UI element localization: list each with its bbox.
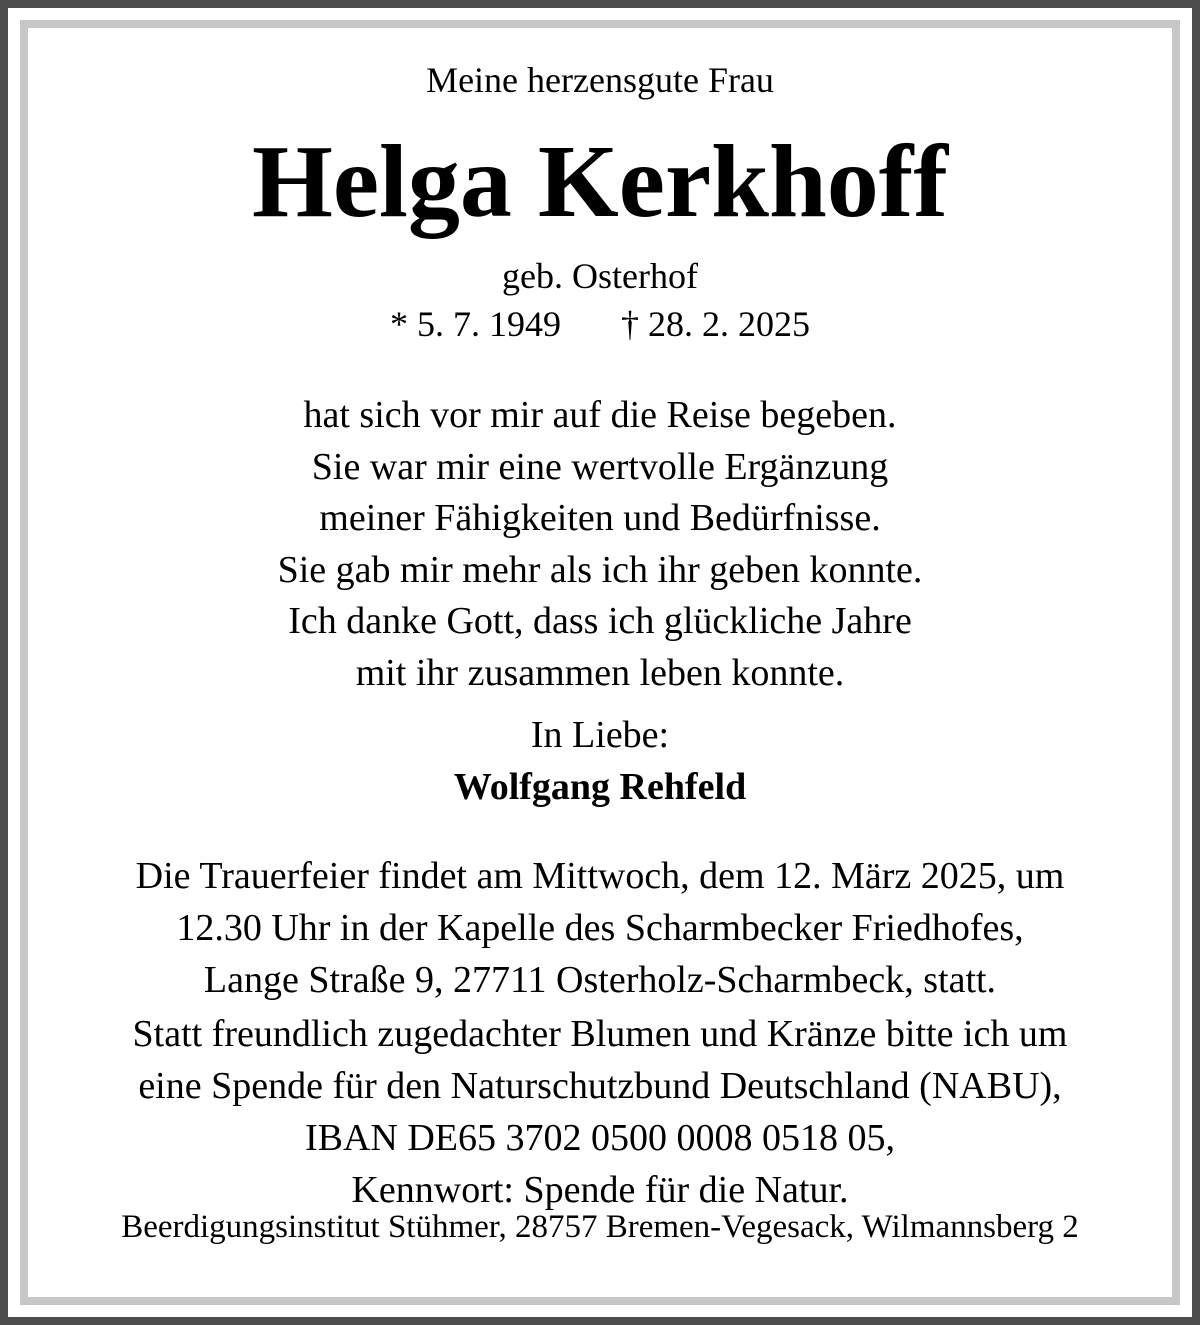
service-info-line: 12.30 Uhr in der Kapelle des Scharmbecker Friedhofes,: [176, 907, 1024, 949]
closing-phrase: In Liebe:: [530, 714, 670, 756]
deceased-name: Helga Kerkhoff: [251, 124, 949, 239]
donation-keyword: Kennwort: Spende für die Natur.: [351, 1169, 849, 1211]
notice-border-gap: [8, 8, 1192, 1317]
death-date: † 28. 2. 2025: [621, 304, 810, 344]
donation-line: Statt freundlich zugedachter Blumen und Kränze bitte ich um: [132, 1013, 1068, 1055]
mourner-name: Wolfgang Rehfeld: [453, 766, 747, 808]
memorial-text-line: Sie gab mir mehr als ich ihr geben konnte.: [277, 548, 923, 591]
obituary-notice: [28, 28, 1172, 1297]
notice-inner-border: [20, 20, 1180, 1305]
intro-line: Meine herzensgute Frau: [426, 60, 774, 100]
memorial-text-line: Sie war mir eine wertvolle Ergänzung: [311, 445, 889, 488]
donation-line: eine Spende für den Naturschutzbund Deutschland (NABU),: [138, 1065, 1062, 1107]
birth-date: * 5. 7. 1949: [390, 304, 561, 344]
memorial-text: [28, 390, 1172, 700]
life-dates: [28, 306, 1172, 342]
funeral-home-info: Beerdigungsinstitut Stühmer, 28757 Bremen-Vegesack, Wilmannsberg 2: [121, 1209, 1079, 1245]
memorial-text-line: meiner Fähigkeiten und Bedürfnisse.: [319, 497, 881, 540]
donation-iban: IBAN DE65 3702 0500 0008 0518 05,: [304, 1117, 896, 1159]
maiden-name: geb. Osterhof: [502, 256, 698, 296]
service-info-line: Lange Straße 9, 27711 Osterholz-Scharmbeck, statt.: [203, 959, 997, 1001]
donation-request: [28, 1008, 1172, 1216]
memorial-text-line: mit ihr zusammen leben konnte.: [355, 651, 845, 694]
memorial-text-line: Ich danke Gott, dass ich glückliche Jahre: [288, 600, 912, 643]
memorial-text-line: hat sich vor mir auf die Reise begeben.: [303, 394, 897, 436]
service-info-line: Die Trauerfeier findet am Mittwoch, dem 12. März 2025, um: [135, 855, 1065, 897]
funeral-service-info: [28, 850, 1172, 1006]
